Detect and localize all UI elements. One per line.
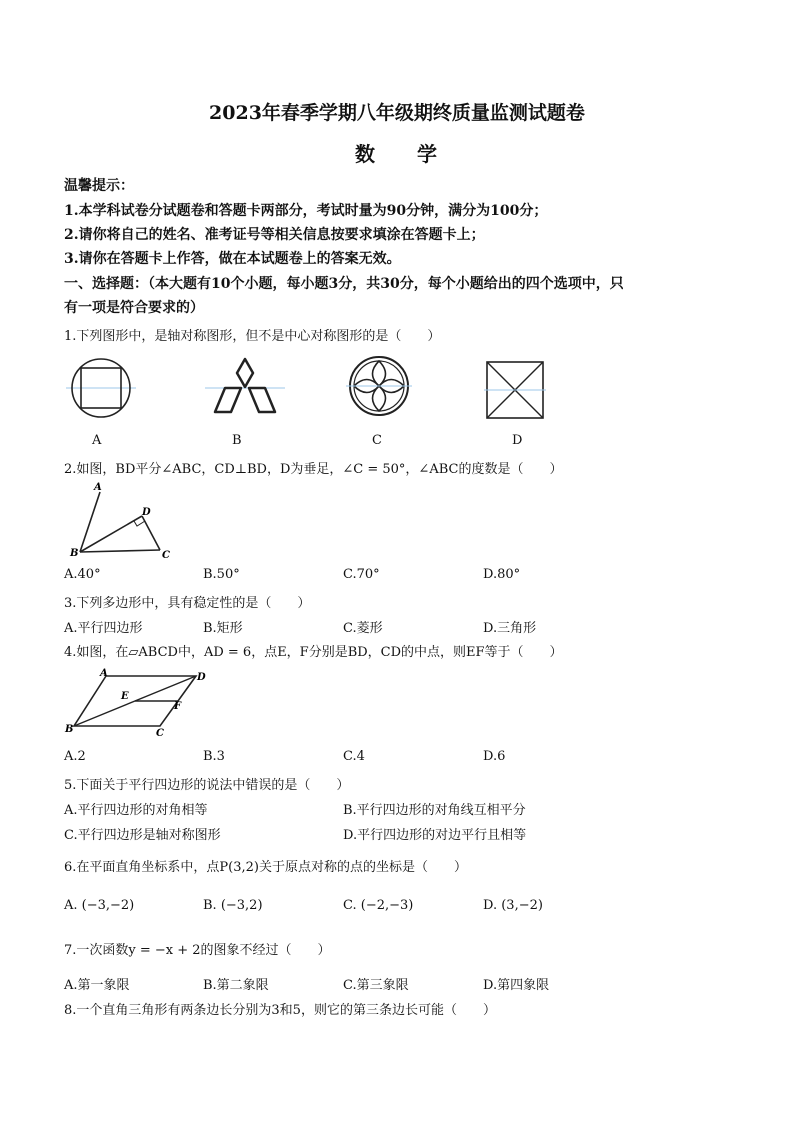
q5-option-b: B.平行四边形的对角线互相平分 xyxy=(343,803,526,818)
tips-line-1: 1.本学科试卷分试题卷和答题卡两部分，考试时量为90分钟，满分为100分； xyxy=(64,203,548,219)
q2-label-d: D xyxy=(142,507,151,518)
question-2-stem: 2.如图，BD平分∠ABC，CD⊥BD，D为垂足，∠C = 50°，∠ABC的度数是（ ） xyxy=(64,462,563,477)
q4-label-e: E xyxy=(121,691,129,702)
q6-option-b: B. (−3,2) xyxy=(203,898,263,913)
q5-option-c: C.平行四边形是轴对称图形 xyxy=(64,828,221,843)
subject-char-1: 数 xyxy=(355,142,377,166)
q1-figure-b xyxy=(205,357,285,417)
q7-option-a: A.第一象限 xyxy=(64,978,130,993)
q6-option-d: D. (3,−2) xyxy=(483,898,543,913)
q5-option-d: D.平行四边形的对边平行且相等 xyxy=(343,828,527,843)
q2-label-c: C xyxy=(162,550,170,561)
q2-option-d: D.80° xyxy=(483,567,521,582)
q4-label-b: B xyxy=(65,724,74,735)
tips-line-3: 3.请你在答题卡上作答，做在本试题卷上的答案无效。 xyxy=(64,251,401,267)
q2-label-a: A xyxy=(94,482,102,493)
section-heading-line-1: 一、选择题：（本大题有10个小题，每小题3分，共30分，每个小题给出的四个选项中，只 xyxy=(64,276,624,292)
question-5-stem: 5.下面关于平行四边形的说法中错误的是（ ） xyxy=(64,778,350,793)
q4-label-d: D xyxy=(197,672,206,683)
q4-option-b: B.3 xyxy=(203,749,225,764)
tips-heading: 温馨提示： xyxy=(64,178,134,194)
question-1-stem: 1.下列图形中，是轴对称图形，但不是中心对称图形的是（ ） xyxy=(64,329,441,344)
q1-option-d: D xyxy=(512,433,523,448)
q1-figure-a xyxy=(66,355,136,421)
subject-title xyxy=(0,138,794,167)
q3-option-b: B.矩形 xyxy=(203,621,243,636)
q1-figure-d xyxy=(484,360,546,420)
page-title: 2023年春季学期八年级期终质量监测试题卷 xyxy=(209,102,585,124)
q1-option-a: A xyxy=(92,433,102,448)
section-heading-line-2: 有一项是符合要求的） xyxy=(64,300,204,316)
q2-figure xyxy=(66,480,176,562)
tips-line-2: 2.请你将自己的姓名、准考证号等相关信息按要求填涂在答题卡上； xyxy=(64,227,485,243)
q4-label-a: A xyxy=(100,668,108,679)
q4-option-a: A.2 xyxy=(64,749,86,764)
q4-label-f: F xyxy=(174,701,182,712)
subject-char-2: 学 xyxy=(417,142,439,166)
q4-option-d: D.6 xyxy=(483,749,506,764)
q6-option-c: C. (−2,−3) xyxy=(343,898,414,913)
q4-figure xyxy=(64,668,212,740)
q1-option-c: C xyxy=(372,433,382,448)
q2-option-b: B.50° xyxy=(203,567,240,582)
question-8-stem: 8.一个直角三角形有两条边长分别为3和5，则它的第三条边长可能（ ） xyxy=(64,1003,496,1018)
question-7-stem: 7.一次函数y = −x + 2的图象不经过（ ） xyxy=(64,943,331,958)
q1-figure-c xyxy=(346,353,412,419)
question-3-stem: 3.下列多边形中，具有稳定性的是（ ） xyxy=(64,596,311,611)
q3-option-d: D.三角形 xyxy=(483,621,537,636)
q4-option-c: C.4 xyxy=(343,749,365,764)
q1-option-b: B xyxy=(232,433,242,448)
q7-option-b: B.第二象限 xyxy=(203,978,269,993)
q2-option-c: C.70° xyxy=(343,567,380,582)
q7-option-c: C.第三象限 xyxy=(343,978,409,993)
question-6-stem: 6.在平面直角坐标系中，点P(3,2)关于原点对称的点的坐标是（ ） xyxy=(64,860,467,875)
q2-label-b: B xyxy=(70,548,79,559)
q6-option-a: A. (−3,−2) xyxy=(64,898,135,913)
q7-option-d: D.第四象限 xyxy=(483,978,550,993)
q3-option-a: A.平行四边形 xyxy=(64,621,143,636)
q5-option-a: A.平行四边形的对角相等 xyxy=(64,803,208,818)
q4-label-c: C xyxy=(156,728,164,739)
q2-option-a: A.40° xyxy=(64,567,101,582)
q3-option-c: C.菱形 xyxy=(343,621,383,636)
question-4-stem: 4.如图，在▱ABCD中，AD = 6，点E，F分别是BD，CD的中点，则EF等于（ ） xyxy=(64,645,563,660)
